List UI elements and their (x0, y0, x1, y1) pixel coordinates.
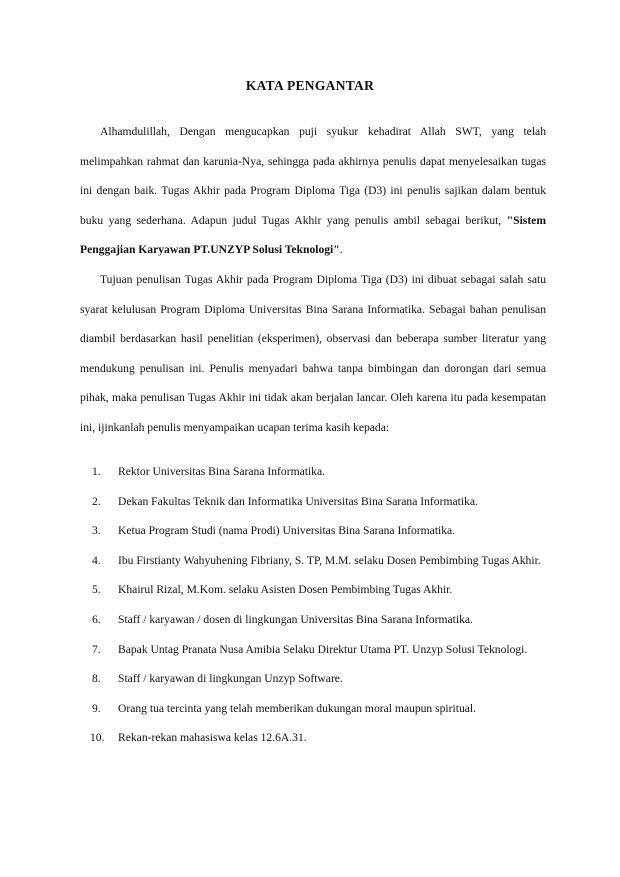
list-item-number: 2. (92, 494, 101, 508)
list-item-number: 10. (90, 731, 105, 745)
list-item (80, 487, 546, 517)
list-item-number: 9. (92, 701, 101, 715)
list-item (80, 516, 546, 546)
list-item-number: 3. (92, 524, 101, 538)
list-item-text: Khairul Rizal, M.Kom. selaku Asisten Dosen Pembimbing Tugas Akhir. (118, 583, 453, 597)
list-item (80, 694, 546, 724)
list-item-text: Dekan Fakultas Teknik dan Informatika Universitas Bina Sarana Informatika. (118, 494, 478, 508)
list-item-text: Bapak Untag Pranata Nusa Amibia Selaku Direktur Utama PT. Unzyp Solusi Teknologi. (118, 642, 528, 656)
list-item (80, 635, 546, 665)
paragraph-purpose: Tujuan penulisan Tugas Akhir pada Program Diploma Tiga (D3) ini dibuat sebagai salah satu syarat kelulusan Program Diploma Universitas Bina Sarana Informatika. Sebagai bahan penulisan diambil berdasarkan hasil penelitian (eksperimen), observasi dan beberapa sumber literatur yang mendukung penulisan ini. Penulis menyadari bahwa tanpa bimbingan dan dorongan dari semua pihak, maka penulisan Tugas Akhir ini tidak akan berjalan lancar. Oleh karena itu pada kesempatan ini, ijinkanlah penulis menyampaikan ucapan terima kasih kepada: (80, 272, 546, 434)
paragraph-intro-end: . (339, 243, 343, 257)
list-item-text: Staff / karyawan di lingkungan Unzyp Software. (118, 672, 343, 686)
list-item (80, 723, 546, 753)
list-item-number: 5. (92, 583, 101, 597)
list-item-text: Rektor Universitas Bina Sarana Informatika. (118, 465, 326, 478)
list-item-text: Orang tua tercinta yang telah memberikan dukungan moral maupun spiritual. (118, 701, 477, 715)
paragraph-intro (80, 117, 546, 265)
list-item-text: Rekan-rekan mahasiswa kelas 12.6A.31. (118, 731, 307, 745)
page-title: KATA PENGANTAR (245, 78, 375, 93)
list-item-number: 7. (92, 642, 101, 656)
list-item (80, 575, 546, 605)
list-item-number: 1. (92, 465, 101, 478)
body-text (80, 117, 546, 443)
list-item-text: Ketua Program Studi (nama Prodi) Universitas Bina Sarana Informatika. (118, 524, 456, 538)
acknowledgement-list (80, 457, 546, 753)
thesis-title: "Sistem Penggajian Karyawan PT.UNZYP Solusi Teknologi" (80, 213, 546, 257)
list-item-number: 8. (92, 672, 101, 686)
list-item (80, 664, 546, 694)
list-item-text: Staff / karyawan / dosen di lingkungan Universitas Bina Sarana Informatika. (118, 612, 473, 626)
list-item (80, 457, 546, 487)
list-item-number: 6. (92, 612, 101, 626)
list-item (80, 605, 546, 635)
list-item (80, 546, 546, 576)
list-item-text: Ibu Firstianty Wahyuhening Fibriany, S. TP, M.M. selaku Dosen Pembimbing Tugas Akhir. (118, 553, 541, 567)
list-item-number: 4. (92, 553, 101, 567)
paragraph-intro-text: Alhamdulillah, Dengan mengucapkan puji syukur kehadirat Allah SWT, yang telah melimpahkan rahmat dan karunia-Nya, sehingga pada akhirnya penulis dapat menyelesaikan tugas ini dengan baik. Tugas Akhir pada Program Diploma Tiga (D3) ini penulis sajikan dalam bentuk buku yang sederhana. Adapun judul Tugas Akhir yang penulis ambil sebagai berikut, (80, 125, 546, 227)
